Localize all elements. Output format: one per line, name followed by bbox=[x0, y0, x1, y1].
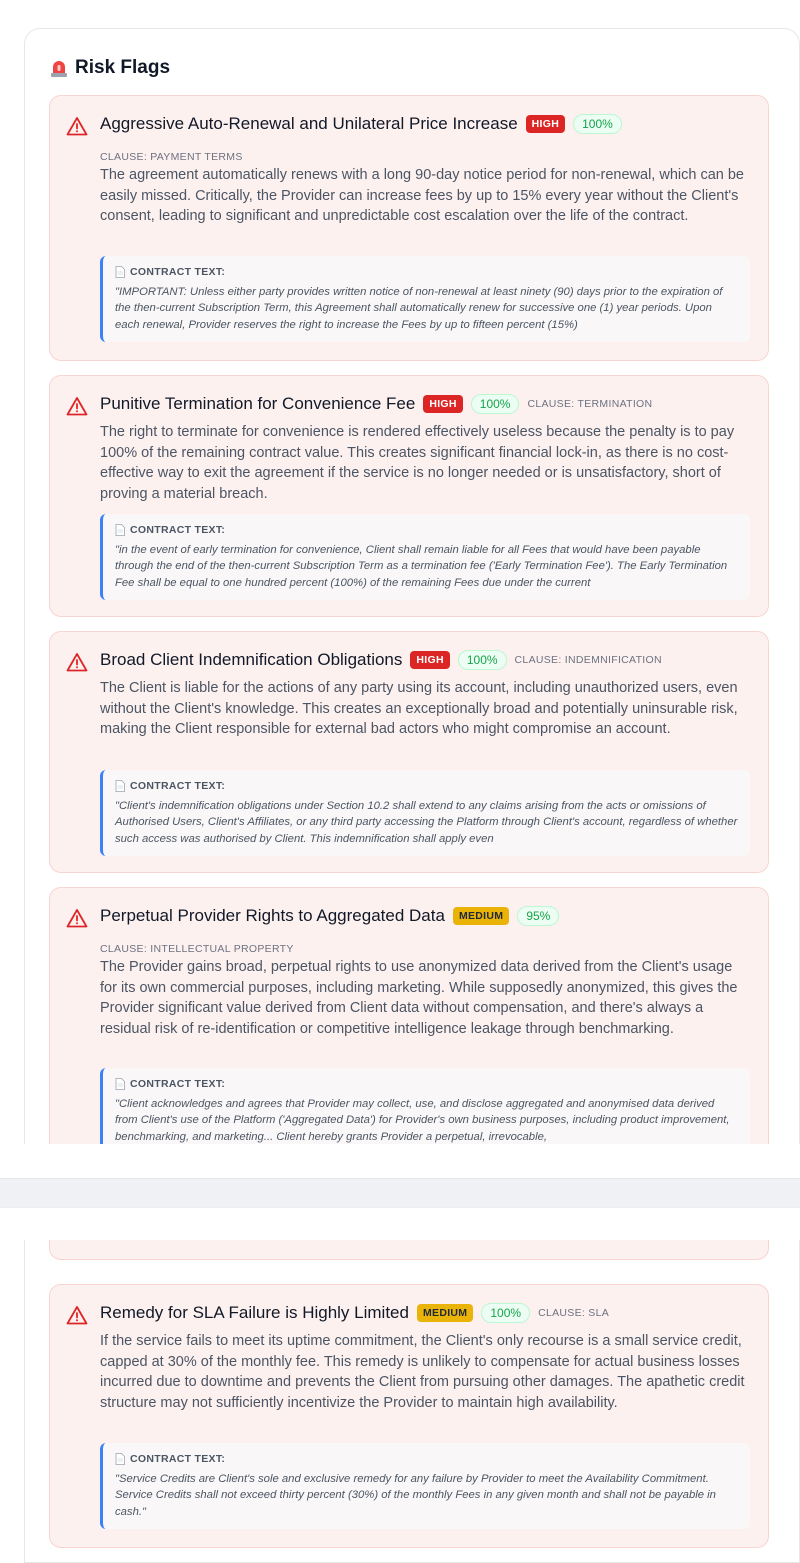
document-icon bbox=[115, 266, 125, 278]
document-icon bbox=[115, 1453, 125, 1465]
risk-flags-panel-continued bbox=[24, 1240, 800, 1563]
warning-icon bbox=[66, 652, 88, 672]
risk-flag-title: Aggressive Auto-Renewal and Unilateral Price Increase bbox=[100, 114, 518, 133]
clause-label: CLAUSE: TERMINATION bbox=[527, 398, 653, 410]
confidence-badge: 100% bbox=[471, 394, 520, 414]
risk-flag-description: The agreement automatically renews with a long 90-day notice period for non-renewal, which can be easily missed. Critically, the Provider can increase fees by up to 15% every year without the Client's consent, leading to significant and unpredictable cost escalation over the life of the contract. bbox=[100, 167, 744, 225]
risk-flag-description: The Client is liable for the actions of any party using its account, including unauthorized users, even without the Client's knowledge. This creates an exceptionally broad and potentially uninsurable risk, making the Client responsible for external bad actors who might compromise an account. bbox=[100, 680, 738, 738]
contract-text-block bbox=[100, 514, 750, 600]
warning-icon bbox=[66, 396, 88, 416]
contract-text-label: CONTRACT TEXT: bbox=[130, 1453, 226, 1465]
confidence-badge: 100% bbox=[573, 114, 622, 134]
risk-flag-description: If the service fails to meet its uptime commitment, the Client's only recourse is a small service credit, capped at 30% of the monthly fee. This remedy is unlikely to compensate for actual business losses incurred due to downtime and prevents the Client from pursuing other damages. The apathetic credit structure may not sufficiently incentivize the Provider to maintain high availability. bbox=[100, 1333, 745, 1411]
contract-text-block bbox=[100, 770, 750, 856]
contract-text-block bbox=[100, 1068, 750, 1144]
risk-flag-description: The Provider gains broad, perpetual rights to use anonymized data derived from the Client's usage for its own commercial purposes, including marketing. While supposedly anonymized, this gives the Provider significant value derived from Client data without compensation, and there's always a residual risk of re-identification or competitive intelligence leakage through benchmarking. bbox=[100, 959, 738, 1037]
confidence-badge: 100% bbox=[481, 1303, 530, 1323]
risk-flags-panel bbox=[24, 28, 800, 1144]
confidence-badge: 100% bbox=[458, 650, 507, 670]
clause-label: CLAUSE: INTELLECTUAL PROPERTY bbox=[100, 943, 294, 955]
contract-text-label: CONTRACT TEXT: bbox=[130, 524, 226, 536]
confidence-badge: 95% bbox=[517, 906, 559, 926]
risk-flag-description: The right to terminate for convenience is rendered effectively useless because the penalty is to pay 100% of the remaining contract value. This creates significant financial lock-in, as there is no cost-effective way to exit the agreement if the service is no longer needed or is unsatisfactory, short of proving a material breach. bbox=[100, 424, 735, 502]
risk-flag-card bbox=[49, 1284, 769, 1548]
severity-badge: HIGH bbox=[410, 651, 449, 669]
risk-flag-title: Punitive Termination for Convenience Fee bbox=[100, 394, 416, 413]
section-title bbox=[49, 57, 170, 79]
contract-text-label: CONTRACT TEXT: bbox=[130, 266, 226, 278]
risk-flag-title: Remedy for SLA Failure is Highly Limited bbox=[100, 1303, 409, 1322]
contract-text-quote: "IMPORTANT: Unless either party provides written notice of non-renewal at least ninety (90) days prior to the expiration of the then-current Subscription Term, this Agreement shall automatically renew for successive one (1) year periods. Upon each renewal, Provider reserves the right to increase the Fees by up to fifteen percent (15%) bbox=[115, 286, 723, 331]
contract-text-quote: "Client acknowledges and agrees that Provider may collect, use, and disclose aggregated and anonymised data derived from Client's use of the Platform ('Aggregated Data') for Provider's own business purposes, including product improvement, benchmarking, and marketing... Client hereby grants Provider a perpetual, irrevocable, bbox=[115, 1098, 730, 1143]
document-icon bbox=[115, 1078, 125, 1090]
document-icon bbox=[115, 524, 125, 536]
severity-badge: HIGH bbox=[526, 115, 565, 133]
clause-label: CLAUSE: PAYMENT TERMS bbox=[100, 151, 243, 163]
risk-flag-card bbox=[49, 375, 769, 617]
contract-text-quote: "Client's indemnification obligations under Section 10.2 shall extend to any claims arising from the acts or omissions of Authorised Users, Client's Affiliates, or any third party accessing the Platform through Client's account, regardless of whether such access was authorised by Client. This indemnification shall apply even bbox=[115, 800, 738, 845]
document-icon bbox=[115, 780, 125, 792]
warning-icon bbox=[66, 908, 88, 928]
risk-flag-card bbox=[49, 887, 769, 1144]
severity-badge: MEDIUM bbox=[453, 907, 509, 925]
severity-badge: MEDIUM bbox=[417, 1304, 473, 1322]
risk-flag-title: Broad Client Indemnification Obligations bbox=[100, 650, 403, 669]
risk-flag-card bbox=[49, 95, 769, 361]
clause-label: CLAUSE: INDEMNIFICATION bbox=[514, 654, 662, 666]
warning-icon bbox=[66, 116, 88, 136]
section-title-text: Risk Flags bbox=[75, 57, 171, 78]
siren-icon bbox=[49, 58, 69, 78]
contract-text-quote: "Service Credits are Client's sole and exclusive remedy for any failure by Provider to meet the Availability Commitment. Service Credits shall not exceed thirty percent (30%) of the monthly Fees in any given month and shall not be payable in cash." bbox=[115, 1473, 716, 1518]
risk-flag-card-end bbox=[49, 1240, 769, 1260]
contract-text-label: CONTRACT TEXT: bbox=[130, 1078, 226, 1090]
risk-flag-card bbox=[49, 631, 769, 873]
contract-text-quote: "in the event of early termination for convenience, Client shall remain liable for all Fees that would have been payable through the end of the then-current Subscription Term as a termination fee ('Early Termination Fee'). The Early Termination Fee shall be equal to one hundred percent (100%) of the remaining Fees due under the current bbox=[115, 544, 728, 589]
contract-text-label: CONTRACT TEXT: bbox=[130, 780, 226, 792]
risk-flag-title: Perpetual Provider Rights to Aggregated Data bbox=[100, 906, 445, 925]
severity-badge: HIGH bbox=[423, 395, 462, 413]
contract-text-block bbox=[100, 256, 750, 342]
contract-text-block bbox=[100, 1443, 750, 1529]
clause-label: CLAUSE: SLA bbox=[538, 1307, 610, 1319]
warning-icon bbox=[66, 1305, 88, 1325]
divider bbox=[0, 1178, 800, 1208]
